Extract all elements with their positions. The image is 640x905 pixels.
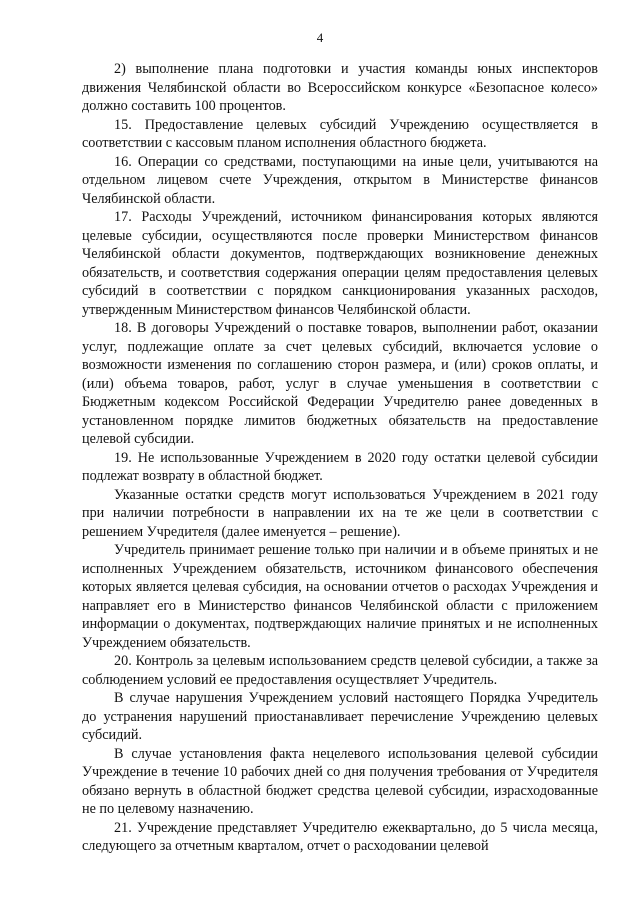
- paragraph-19-remainders: Указанные остатки средств могут использоваться Учреждением в 2021 году при наличии потребности в направлении их на те же цели в соответствии с решением Учредителя (далее именуется – решение).: [82, 486, 598, 540]
- paragraph-19: 19. Не использованные Учреждением в 2020 году остатки целевой субсидии подлежат возврату в областной бюджет.: [82, 449, 598, 484]
- paragraph-16: 16. Операции со средствами, поступающими на иные цели, учитываются на отдельном лицевом счете Учреждения, открытом в Министерстве финансов Челябинской области.: [82, 153, 598, 207]
- document-body: [82, 60, 598, 856]
- paragraph-item-2-result: 2) выполнение плана подготовки и участия команды юных инспекторов движения Челябинской области во Всероссийском конкурсе «Безопасное колесо» должно составить 100 процентов.: [82, 61, 598, 114]
- paragraph-20: 20. Контроль за целевым использованием средств целевой субсидии, а также за соблюдением условий ее предоставления осуществляет Учредитель.: [82, 653, 598, 688]
- paragraph-19-founder-decision: Учредитель принимает решение только при наличии и в объеме принятых и не исполненных Учреждением обязательств, источником финансового обеспечения которых является целевая субсидия, на основании отчетов о расходах Учреждения и направляет его в Министерство финансов Челябинской области с приложением информации о документах, подтверждающих наличие принятых и не исполненных Учреждением обязательств.: [82, 542, 598, 651]
- paragraph-20-violation: В случае нарушения Учреждением условий настоящего Порядка Учредитель до устранения нарушений приостанавливает перечисление Учреждению целевых субсидий.: [82, 690, 598, 743]
- page-number: 4: [316, 30, 324, 45]
- paragraph-17: 17. Расходы Учреждений, источником финансирования которых являются целевые субсидии, осуществляются после проверки Министерством финансов Челябинской области документов, подтверждающих возникновение денежных обязательств, и соответствия содержания операции целям предоставления целевых субсидий в соответствии с порядком санкционирования указанных расходов, утвержденным Министерством финансов Челябинской области.: [82, 209, 598, 318]
- paragraph-18: 18. В договоры Учреждений о поставке товаров, выполнении работ, оказании услуг, подлежащие оплате за счет целевых субсидий, включается условие о возможности изменения по соглашению сторон размера, и (или) сроков оплаты, и (или) объема товаров, работ, услуг в случае уменьшения в соответствии с Бюджетным кодексом Российской Федерации Учредителю ранее доведенных в установленном порядке лимитов бюджетных обязательств на предоставление целевой субсидии.: [82, 320, 598, 447]
- paragraph-21: 21. Учреждение представляет Учредителю ежеквартально, до 5 числа месяца, следующего за отчетным кварталом, отчет о расходовании целевой: [82, 819, 598, 854]
- paragraph-20-misuse: В случае установления факта нецелевого использования целевой субсидии Учреждение в течение 10 рабочих дней со дня получения требования от Учредителя обязано вернуть в областной бюджет средства целевой субсидии, израсходованные не по целевому назначению.: [82, 745, 598, 817]
- paragraph-15: 15. Предоставление целевых субсидий Учреждению осуществляется в соответствии с кассовым планом исполнения областного бюджета.: [82, 116, 598, 151]
